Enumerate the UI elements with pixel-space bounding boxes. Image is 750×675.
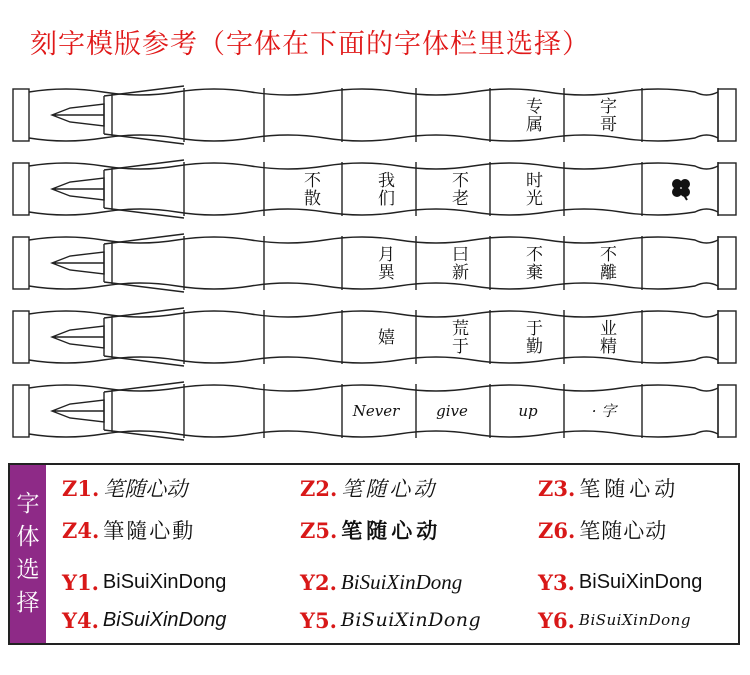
engraving-text: 不棄: [522, 245, 542, 281]
font-code: Z5.: [300, 517, 338, 543]
engraving-text: 我们: [374, 171, 394, 207]
font-option-y6[interactable]: [538, 603, 691, 637]
font-code: Z4.: [62, 517, 100, 543]
font-option-y1[interactable]: [62, 565, 226, 599]
pen-end-cap: [13, 89, 29, 141]
engraving-text: 荒于: [448, 319, 468, 355]
font-sample: 笔随心动: [579, 519, 668, 543]
font-code: Y4.: [62, 607, 99, 633]
font-sample: 笔随心动: [103, 477, 188, 501]
font-sample: BiSuiXinDong: [578, 611, 691, 629]
engraving-text: 业精: [596, 319, 616, 355]
font-sample: BiSuiXinDong: [102, 608, 227, 631]
font-sample: 笔随心动: [579, 477, 680, 501]
engraving-text: 专属: [522, 97, 542, 133]
font-option-y3[interactable]: [538, 565, 702, 599]
font-option-z6[interactable]: [538, 513, 667, 547]
clover-icon: [668, 176, 694, 202]
pen-end-cap: [718, 385, 736, 437]
font-sample: BiSuiXinDong: [102, 570, 227, 593]
font-option-y4[interactable]: [62, 603, 226, 637]
engraving-text: give: [436, 402, 468, 420]
pen-nib: [52, 104, 104, 126]
font-option-z1[interactable]: [62, 471, 187, 505]
font-sample: 笔随心动: [341, 477, 438, 501]
pen-template-4: [12, 306, 738, 368]
font-sample: BiSuiXinDong: [578, 570, 703, 593]
engraving-text: 月異: [374, 245, 394, 281]
pen-template-2: [12, 158, 738, 220]
font-selector-side-label: [10, 465, 46, 643]
font-option-z5[interactable]: [300, 513, 441, 547]
side-char: 体: [16, 524, 40, 550]
pen-template-5: [12, 380, 738, 442]
font-option-y2[interactable]: [300, 565, 462, 599]
font-option-z4[interactable]: [62, 513, 195, 547]
font-code: Y3.: [538, 569, 575, 595]
side-char: 字: [16, 491, 40, 517]
engraving-text: up: [518, 402, 538, 420]
font-option-y5[interactable]: [300, 603, 481, 637]
font-selector-panel: [8, 463, 740, 645]
font-code: Y6.: [538, 607, 575, 633]
pen-end-cap: [718, 311, 736, 363]
pen-end-cap: [13, 311, 29, 363]
font-sample: BiSuiXinDong: [340, 569, 463, 594]
pen-end-cap: [718, 89, 736, 141]
side-char: 择: [16, 590, 40, 616]
engraving-text: 于勤: [522, 319, 542, 355]
font-code: Z3.: [538, 475, 576, 501]
font-option-z2[interactable]: [300, 471, 437, 505]
engraving-text: 时光: [522, 171, 542, 207]
engraving-text: Never: [352, 402, 400, 420]
font-code: Z6.: [538, 517, 576, 543]
page-title: 刻字模版参考（字体在下面的字体栏里选择）: [30, 29, 590, 60]
font-code: Z2.: [300, 475, 338, 501]
pen-nib: [52, 252, 104, 274]
pen-end-cap: [13, 385, 29, 437]
pen-template-1: [12, 84, 738, 146]
engraving-text: 不老: [448, 171, 468, 207]
pen-nib: [52, 400, 104, 422]
pen-nib: [52, 178, 104, 200]
font-sample: 筆隨心動: [103, 519, 196, 543]
pen-end-cap: [13, 163, 29, 215]
engraving-text: 不離: [596, 245, 616, 281]
font-code: Y1.: [62, 569, 99, 595]
pen-outline: [12, 84, 738, 146]
font-code: Y5.: [300, 607, 337, 633]
font-sample: BiSuiXinDong: [340, 609, 482, 631]
engraving-text: 嬉: [374, 328, 394, 346]
pen-end-cap: [718, 237, 736, 289]
font-option-z3[interactable]: [538, 471, 679, 505]
font-code: Z1.: [62, 475, 100, 501]
font-code: Y2.: [300, 569, 337, 595]
pen-nib: [52, 326, 104, 348]
side-char: 选: [16, 557, 40, 583]
pen-template-3: [12, 232, 738, 294]
engraving-text: 曰新: [448, 245, 468, 281]
pen-end-cap: [13, 237, 29, 289]
font-sample: 笔随心动: [341, 519, 442, 543]
pen-end-cap: [718, 163, 736, 215]
engraving-text: · 字: [591, 402, 617, 420]
engraving-text: 不散: [300, 171, 320, 207]
engraving-text: 字哥: [596, 97, 616, 133]
